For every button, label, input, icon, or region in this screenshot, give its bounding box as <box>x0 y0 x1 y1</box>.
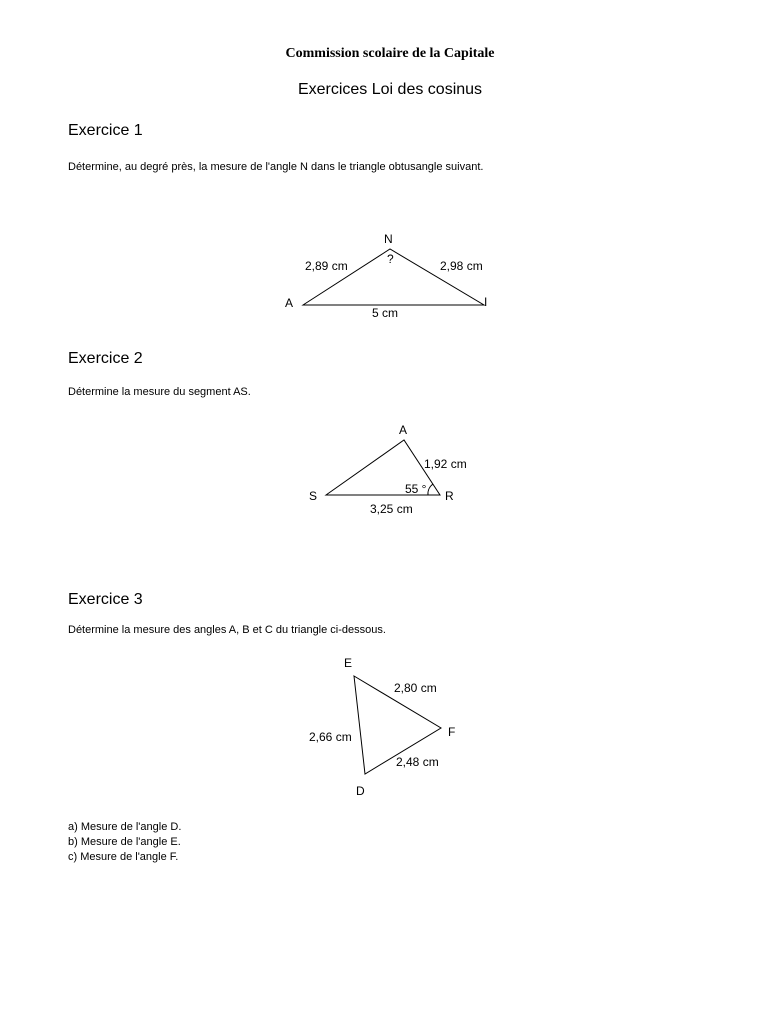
vertex-label-n: N <box>384 232 393 246</box>
exercise-3-instruction: Détermine la mesure des angles A, B et C du triangle ci-dessous. <box>68 624 386 636</box>
organization-name: Commission scolaire de la Capitale <box>285 46 495 61</box>
vertex-label-d: D <box>356 784 365 798</box>
exercise-2-heading: Exercice 2 <box>68 350 143 367</box>
sub-questions-list <box>68 820 181 865</box>
vertex-label-i: I <box>484 295 488 309</box>
side-label-an: 2,89 cm <box>305 259 348 273</box>
side-label-ed: 2,66 cm <box>309 730 352 744</box>
exercise-1-instruction: Détermine, au degré près, la mesure de l'angle N dans le triangle obtusangle suivant. <box>68 161 484 173</box>
angle-label-n: ? <box>387 252 394 266</box>
triangle-sar-figure <box>309 423 467 516</box>
angle-arc-r <box>428 484 433 495</box>
vertex-label-e: E <box>344 656 353 670</box>
page-title: Exercices Loi des cosinus <box>297 81 483 98</box>
side-label-sr: 3,25 cm <box>370 502 413 516</box>
side-label-ef: 2,80 cm <box>394 681 437 695</box>
exercise-2-instruction: Détermine la mesure du segment AS. <box>68 386 251 398</box>
vertex-label-s: S <box>309 489 318 503</box>
side-label-ai: 5 cm <box>372 306 399 320</box>
side-label-fd: 2,48 cm <box>396 755 439 769</box>
vertex-label-r: R <box>445 489 454 503</box>
sub-question-a: a) Mesure de l'angle D. <box>68 821 182 833</box>
vertex-label-a: A <box>399 423 408 437</box>
side-label-ni: 2,98 cm <box>440 259 483 273</box>
exercise-1-heading: Exercice 1 <box>68 122 143 139</box>
vertex-label-f: F <box>448 725 456 739</box>
angle-label-r: 55 ° <box>405 482 427 496</box>
exercise-3-heading: Exercice 3 <box>68 591 143 608</box>
sub-question-b: b) Mesure de l'angle E. <box>68 836 181 848</box>
side-label-ar: 1,92 cm <box>424 457 467 471</box>
vertex-label-a: A <box>285 296 294 310</box>
triangle-efd-figure <box>309 656 455 798</box>
triangle-ani-figure <box>285 232 487 320</box>
sub-question-c: c) Mesure de l'angle F. <box>68 851 179 863</box>
